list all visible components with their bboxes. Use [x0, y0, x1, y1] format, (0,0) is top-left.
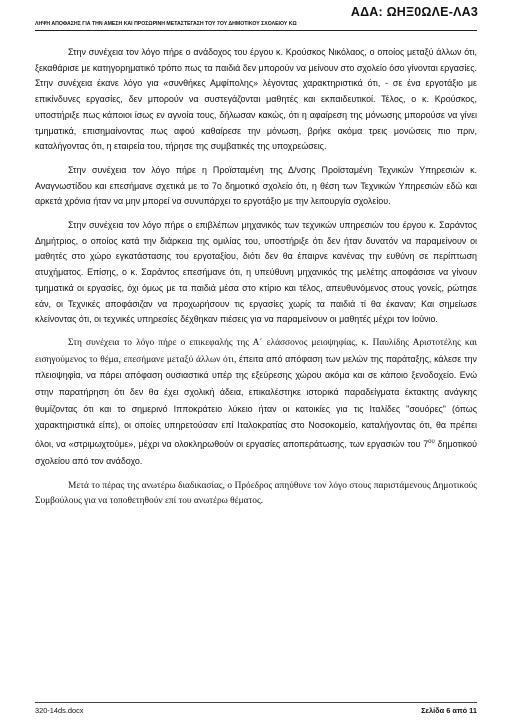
paragraph-contractor: Στην συνέχεια τον λόγο πήρε ο ανάδοχος του έργου κ. Κρούσκος Νικόλαος, ο οποίος μεταξύ άλλων ότι, ξεκαθάρισε με κατηγορηματικό τρόπο πως τα παιδιά δεν μπορούν να μείνουν στο σχολείο όσο γίνονται εργασίες. Στην συνέχεια έκανε λόγο για «συνθήκες Αμφίπολης» λέγοντας χαρακτηριστικά ότι, - σε ένα εργοτάξιο με επικίνδυνες εργασίες, δεν μπορούν να συστεγάζονται μαθητές και εκπαιδευτικοί. Τέλος, ο κ. Κρούσκος, υποστήριξε πως κάποιοι ίσως εν αγνοία τους, δήλωσαν κακώς, ότι η αφαίρεση της μόνωσης μπορούσε να γίνει τμηματικά, επισημαίνοντας πως αφού καθαίρεσε την μόνωση, βρήκε ακόμα τρεις μονώσεις πιο πριν, καταλήγοντας ότι, η εταιρεία του, τήρησε της συμβατικές της υποχρεώσεις.	[35, 47, 477, 152]
page-footer	[35, 702, 477, 715]
paragraph-technical-director: Στην συνέχεια τον λόγο πήρε η Προϊσταμένη της Δ/νσης Προϊσταμένη Τεχνικών Υπηρεσιών κ. Αναγνωστίδου και επεσήμανε σχετικά με το 7ο δημοτικό σχολείο ότι, η θέση των Τεχνικών Υπηρεσιών εδώ και αρκετά χρόνια ήταν να μην μπορεί να συνυπάρχει το εργοτάξιο με την λειτουργία σχολείου.	[35, 164, 477, 207]
ada-code: ΑΔΑ: ΩΗΞ0ΩΛΕ-ΛΑ3	[350, 5, 478, 19]
footer-filename: 320-14ds.docx	[35, 706, 84, 715]
paragraph-supervising-engineer: Στην συνέχεια τον λόγο πήρε ο επιβλέπων μηχανικός των τεχνικών υπηρεσιών του έργου κ. Σαράντος Δημήτριος, ο οποίος κατά την διάρκεια της ομιλίας του, υποστήριξε ότι δεν ήταν δυνατόν να παραμείνουν οι μαθητές στο χώρο εγκατάστασης του εργοταξίου, διότι δεν θα έπαιρνε κανένας την ευθύνη σε περίπτωση ατυχήματος. Επίσης, ο κ. Σαράντος επεσήμανε ότι, η υπεύθυνη μηχανικός της μελέτης αποφάσισε να γίνουν τμηματικά οι εργασίες, όχι όμως με τα παιδιά μέσα στο κτίριο και τέλος, απευθυνόμενος στους γονείς, ρώτησε εάν, οι Τεχνικές αποφάσιζαν να προχωρήσουν τις εργασίες χωρίς τα παιδιά τί θα έκαναν; Και σημείωσε κλείνοντας ότι, οι τεχνικές υπηρεσίες δέχθηκαν πιέσεις για να παραμείνουν οι μαθητές μέχρι τον Ιούνιο.	[35, 220, 477, 325]
ordinal-superscript: ου	[428, 439, 435, 446]
paragraph-minority-leader-part1: Στη συνέχεια το λόγο πήρε ο επικεφαλής της Α΄ ελάσσονος μειοψηφίας, κ. Παυλίδης Αριστοτέλης και εισηγούμενος το θέμα, επεσήμανε μεταξύ άλλων ότι,	[35, 337, 477, 365]
footer-page-number: Σελίδα 6 από 11	[421, 706, 477, 715]
paragraph-president: Μετά το πέρας της ανωτέρω διαδικασίας, ο Πρόεδρος απηύθυνε τον λόγο στους παριστάμενους Δημοτικούς Συμβούλους για να τοποθετηθούν επί του ανωτέρω θέματος.	[35, 480, 477, 507]
paragraph-minority-leader	[35, 336, 477, 471]
paragraph-minority-leader-part2: έπειτα από απόφαση των μελών της παράταξης, κάλεσε την πλειοψηφία, να πάρει απόφαση ουσιαστικά υπέρ της εξεύρεσης χώρου ακόμα και σε κάποιο ξενοδοχείο. Ενώ στην παρατήρηση ότι δεν θα έχει σχολική άδεια, επικαλέστηκε ιστορικά παραδείγματα έκτακτης ανάγκης θυμίζοντας ότι και το σημερινό Ιπποκράτειο λύκειο ήταν οι κατοικίες για τις Ιταλίδες "σουόρες" (όπως χαρακτηριστικά είπε), οι οποίες υπηρετούσαν επί Ιταλοκρατίας στο Νοσοκομείο, καταλήγοντας ότι, θα πρέπει όλοι, να «στριμωχτούμε», μέχρι να ολοκληρωθούν οι εργασίες αποπεράτωσης, των εργασιών του $7^{o\upsilon}$ δημοτικού σχολείου από τον ανάδοχο.	[35, 353, 477, 466]
document-header: ΛΗΨΗ ΑΠΟΦΑΣΗΣ ΓΙΑ ΤΗΝ ΑΜΕΣΗ ΚΑΙ ΠΡΟΣΩΡΙΝΗ ΜΕΤΑΣΤΕΓΑΣΗ ΤΟΥ 7ΟΥ ΔΗΜΟΤΙΚΟΥ ΣΧΟΛΕΙΟΥ ΚΩ	[35, 21, 477, 31]
document-body	[35, 45, 477, 518]
